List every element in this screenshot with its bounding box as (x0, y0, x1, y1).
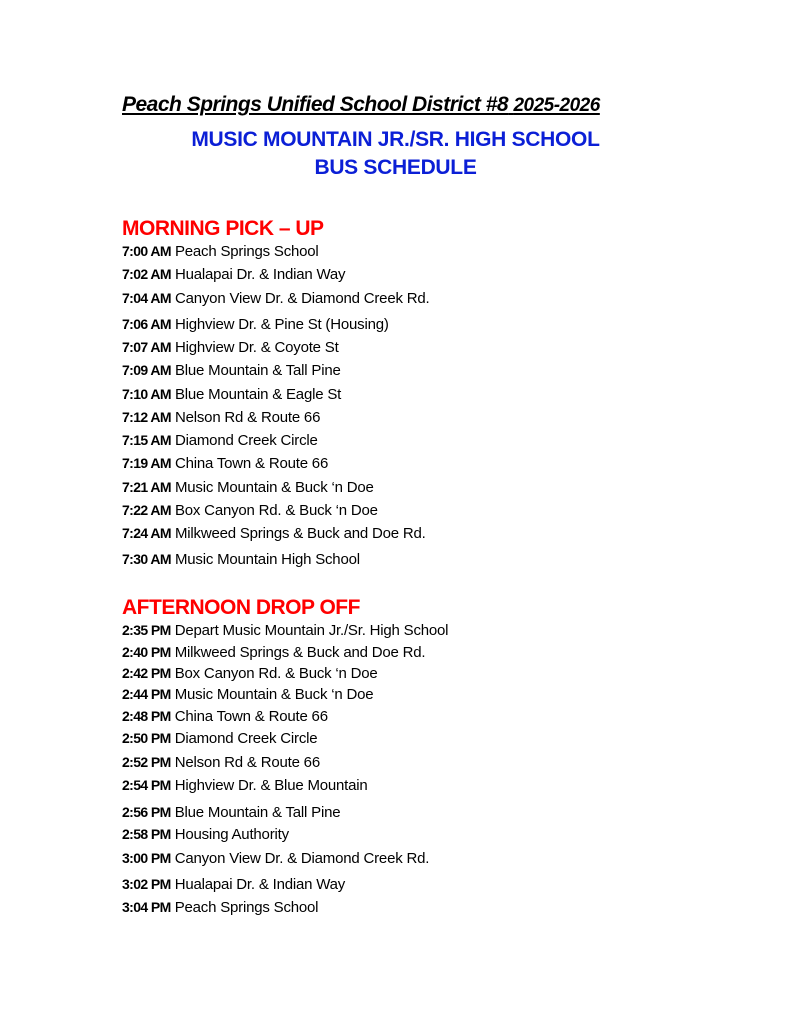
schedule-row (122, 775, 368, 796)
stop-time: 3:04 PM (122, 899, 171, 915)
schedule-row (122, 549, 360, 570)
stop-time: 7:12 AM (122, 409, 171, 425)
stop-location: Milkweed Springs & Buck and Doe Rd. (174, 525, 426, 542)
district-title (122, 93, 600, 117)
schedule-row (122, 264, 345, 285)
stop-location: Box Canyon Rd. & Buck ‘n Doe (174, 502, 378, 519)
stop-location: Box Canyon Rd. & Buck ‘n Doe (174, 665, 378, 682)
morning-heading: MORNING PICK – UP (122, 217, 324, 240)
stop-location: Hualapai Dr. & Indian Way (174, 266, 346, 283)
stop-time: 2:54 PM (122, 777, 171, 793)
schedule-row (122, 241, 319, 262)
schedule-row (122, 897, 318, 918)
stop-time: 2:48 PM (122, 708, 171, 724)
stop-location: Music Mountain High School (174, 551, 360, 568)
schedule-row (122, 314, 389, 335)
schedule-row (122, 288, 429, 309)
stop-time: 2:58 PM (122, 826, 171, 842)
stop-time: 7:30 AM (122, 551, 171, 567)
stop-time: 7:04 AM (122, 290, 171, 306)
stop-location: China Town & Route 66 (174, 708, 328, 725)
stop-location: Blue Mountain & Tall Pine (174, 804, 341, 821)
stop-time: 2:52 PM (122, 754, 171, 770)
stop-time: 7:21 AM (122, 479, 171, 495)
schedule-row (122, 360, 341, 381)
stop-location: Highview Dr. & Blue Mountain (174, 777, 368, 794)
stop-time: 7:06 AM (122, 316, 171, 332)
stop-location: Canyon View Dr. & Diamond Creek Rd. (174, 290, 430, 307)
stop-location: Blue Mountain & Tall Pine (174, 362, 341, 379)
schedule-title: BUS SCHEDULE (314, 156, 477, 179)
school-year: 2025-2026 (513, 95, 600, 116)
stop-time: 7:22 AM (122, 502, 171, 518)
stop-time: 2:50 PM (122, 730, 171, 746)
stop-time: 2:42 PM (122, 665, 171, 681)
stop-time: 7:09 AM (122, 362, 171, 378)
stop-time: 7:02 AM (122, 266, 171, 282)
stop-location: Peach Springs School (174, 243, 319, 260)
stop-time: 2:40 PM (122, 644, 171, 660)
stop-location: China Town & Route 66 (174, 455, 329, 472)
schedule-row (122, 728, 317, 749)
stop-location: Blue Mountain & Eagle St (174, 386, 342, 403)
stop-time: 7:24 AM (122, 525, 171, 541)
stop-location: Housing Authority (174, 826, 289, 843)
stop-time: 7:19 AM (122, 455, 171, 471)
schedule-row (122, 620, 448, 641)
schedule-row (122, 453, 328, 474)
stop-location: Depart Music Mountain Jr./Sr. High School (174, 622, 449, 639)
schedule-row (122, 642, 425, 663)
stop-location: Highview Dr. & Coyote St (174, 339, 339, 356)
schedule-row (122, 384, 341, 405)
stop-location: Hualapai Dr. & Indian Way (174, 876, 346, 893)
stop-location: Canyon View Dr. & Diamond Creek Rd. (174, 850, 430, 867)
stop-time: 2:35 PM (122, 622, 171, 638)
stop-location: Music Mountain & Buck ‘n Doe (174, 479, 374, 496)
schedule-row (122, 430, 318, 451)
schedule-row (122, 477, 374, 498)
stop-time: 7:10 AM (122, 386, 171, 402)
stop-location: Music Mountain & Buck ‘n Doe (174, 686, 374, 703)
district-name: Peach Springs Unified School District #8 (122, 93, 509, 116)
school-name: MUSIC MOUNTAIN JR./SR. HIGH SCHOOL (191, 128, 600, 151)
schedule-row (122, 523, 426, 544)
schedule-row (122, 824, 289, 845)
stop-location: Diamond Creek Circle (174, 730, 318, 747)
schedule-row (122, 874, 345, 895)
stop-time: 7:00 AM (122, 243, 171, 259)
stop-time: 2:56 PM (122, 804, 171, 820)
schedule-row (122, 684, 373, 705)
stop-location: Peach Springs School (174, 899, 319, 916)
stop-time: 3:02 PM (122, 876, 171, 892)
afternoon-heading: AFTERNOON DROP OFF (122, 596, 360, 619)
stop-time: 7:15 AM (122, 432, 171, 448)
schedule-row (122, 337, 339, 358)
stop-time: 2:44 PM (122, 686, 171, 702)
stop-location: Nelson Rd & Route 66 (174, 409, 321, 426)
stop-time: 7:07 AM (122, 339, 171, 355)
schedule-row (122, 407, 320, 428)
schedule-row (122, 706, 328, 727)
stop-location: Nelson Rd & Route 66 (174, 754, 320, 771)
schedule-row (122, 500, 378, 521)
schedule-row (122, 663, 378, 684)
stop-location: Highview Dr. & Pine St (Housing) (174, 316, 389, 333)
stop-time: 3:00 PM (122, 850, 171, 866)
schedule-row (122, 802, 340, 823)
schedule-row (122, 752, 320, 773)
schedule-row (122, 848, 429, 869)
stop-location: Milkweed Springs & Buck and Doe Rd. (174, 644, 426, 661)
stop-location: Diamond Creek Circle (174, 432, 318, 449)
